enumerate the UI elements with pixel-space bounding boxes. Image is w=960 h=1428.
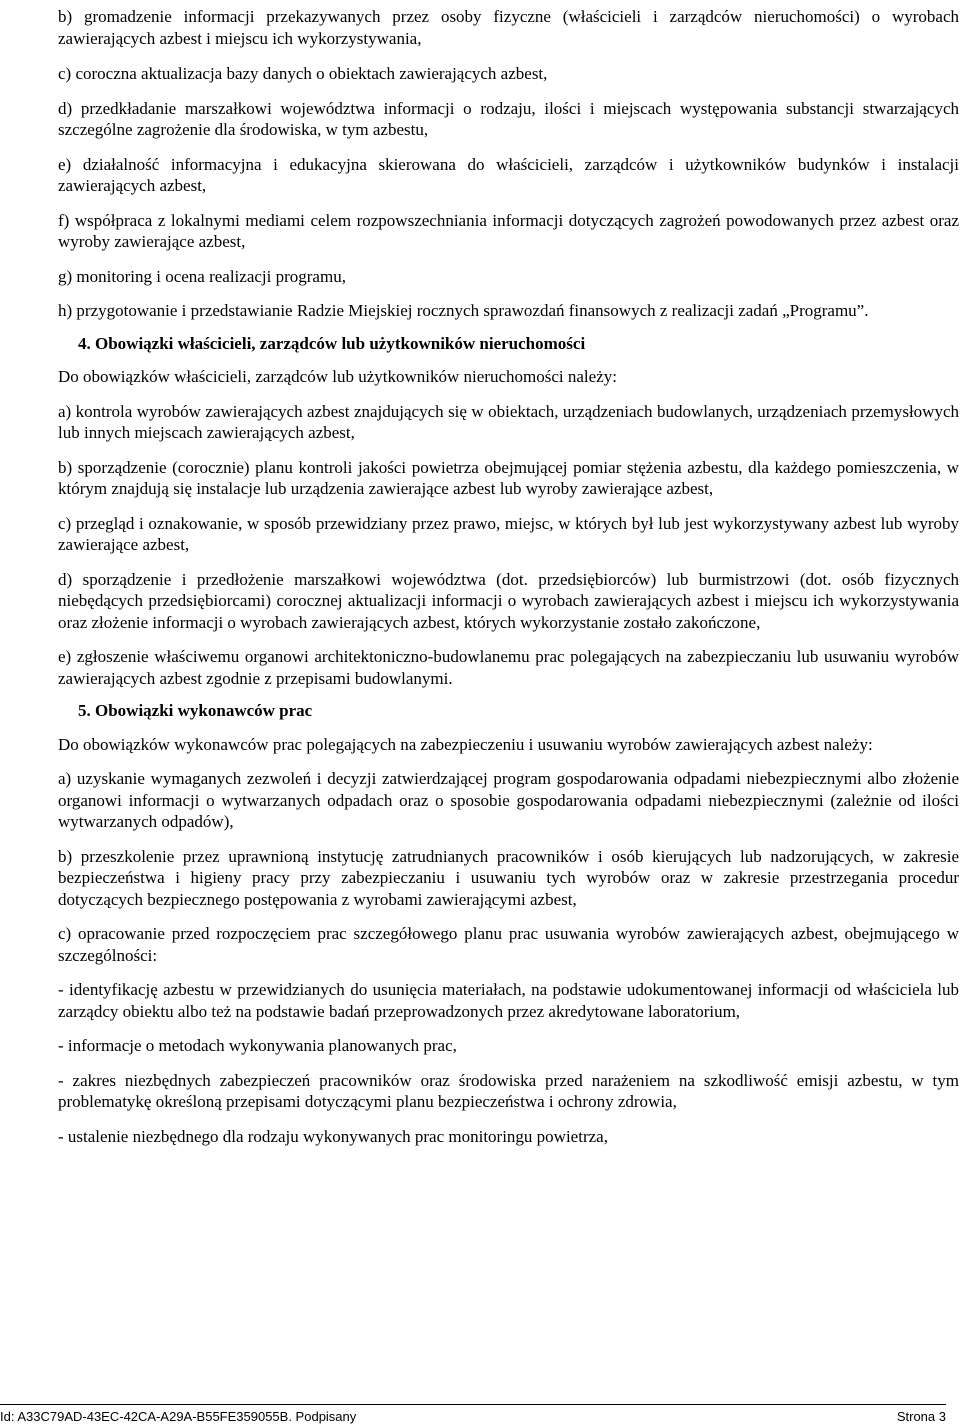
list-item: c) opracowanie przed rozpoczęciem prac szczegółowego planu prac usuwania wyrobów zawierających azbest, obejmującego w szczególności: xyxy=(58,924,959,965)
task-list-top xyxy=(58,6,959,322)
document-body xyxy=(58,0,959,1160)
list-item: c) przegląd i oznakowanie, w sposób przewidziany przez prawo, miejsc, w których był lub jest wykorzystywany azbest lub wyroby zawierające azbest, xyxy=(58,513,959,554)
list-item: b) sporządzenie (corocznie) planu kontroli jakości powietrza obejmującej pomiar stężenia azbestu, dla każdego pomieszczenia, w którym znajdują się instalacje lub urządzenia zawierające azbest lub wyroby zawierające azbest, xyxy=(58,457,959,498)
list-item: d) przedkładanie marszałkowi województwa informacji o rodzaju, ilości i miejscach występowania substancji stwarzających szczególne zagrożenie dla środowiska, w tym azbestu, xyxy=(58,98,959,139)
list-item: a) uzyskanie wymaganych zezwoleń i decyzji zatwierdzającej program gospodarowania odpadami niebezpiecznymi albo złożenie organowi informacji o wytwarzanych odpadach oraz o sposobie gospodarowania odpadami niebezpiecznymi (zależnie od ilości wytwarzanych odpadów), xyxy=(58,769,959,831)
list-item: b) gromadzenie informacji przekazywanych przez osoby fizyczne (właścicieli i zarządców nieruchomości) o wyrobach zawierających azbest i miejscu ich wykorzystywania, xyxy=(58,7,959,48)
list-item: h) przygotowanie i przedstawianie Radzie Miejskiej rocznych sprawozdań finansowych z realizacji zadań „Programu”. xyxy=(58,301,869,320)
list-item: - identyfikację azbestu w przewidzianych do usunięcia materiałach, na podstawie udokumentowanej informacji od właściciela lub zarządcy obiektu albo też na podstawie badań przeprowadzonych przez akredytowane laboratorium, xyxy=(58,980,959,1021)
page-footer xyxy=(0,1404,946,1424)
section-heading: 5. Obowiązki wykonawców prac xyxy=(78,701,313,720)
document-id: Id: A33C79AD-43EC-42CA-A29A-B55FE359055B. Podpisany xyxy=(0,1409,357,1424)
section-intro: Do obowiązków właścicieli, zarządców lub użytkowników nieruchomości należy: xyxy=(58,367,617,386)
list-item: f) współpraca z lokalnymi mediami celem rozpowszechniania informacji dotyczących zagrożeń powodowanych przez azbest oraz wyroby zawierające azbest, xyxy=(58,210,959,251)
list-item: a) kontrola wyrobów zawierających azbest znajdujących się w obiektach, urządzeniach budowlanych, urządzeniach przemysłowych lub innych miejscach zawierających azbest, xyxy=(58,401,959,442)
section-intro: Do obowiązków wykonawców prac polegających na zabezpieczeniu i usuwaniu wyrobów zawierających azbest należy: xyxy=(58,734,873,754)
list-item: d) sporządzenie i przedłożenie marszałkowi województwa (dot. przedsiębiorców) lub burmistrzowi (dot. osób fizycznych niebędących przedsiębiorcami) corocznej aktualizacji informacji o wyrobach zawierających azbest i miejscu ich wykorzystywania oraz złożenie informacji o wyrobach zawierających azbest, których wykorzystanie zostało zakończone, xyxy=(58,569,959,632)
list-item: c) coroczna aktualizacja bazy danych o obiektach zawierających azbest, xyxy=(58,64,548,83)
list-item: g) monitoring i ocena realizacji programu, xyxy=(58,266,346,286)
list-item: e) zgłoszenie właściwemu organowi architektoniczno-budowlanemu prac polegających na zabezpieczaniu lub usuwaniu wyrobów zawierających azbest zgodnie z przepisami budowlanymi. xyxy=(58,647,959,688)
section-heading: 4. Obowiązki właścicieli, zarządców lub użytkowników nieruchomości xyxy=(78,333,586,353)
page-number: Strona 3 xyxy=(896,1409,946,1424)
section-owners-duties xyxy=(58,333,959,690)
list-item: - zakres niezbędnych zabezpieczeń pracowników oraz środowiska przed narażeniem na szkodliwość emisji azbestu, w tym problematykę określoną przepisami dotyczącymi planu bezpieczeństwa i ochrony zdrowia, xyxy=(58,1070,959,1111)
list-item: - informacje o metodach wykonywania planowanych prac, xyxy=(58,1036,457,1055)
list-item: - ustalenie niezbędnego dla rodzaju wykonywanych prac monitoringu powietrza, xyxy=(58,1126,608,1146)
section-contractors-duties xyxy=(58,700,959,1147)
list-item: e) działalność informacyjna i edukacyjna skierowana do właścicieli, zarządców i użytkowników budynków i instalacji zawierających azbest, xyxy=(58,154,959,195)
list-item: b) przeszkolenie przez uprawnioną instytucję zatrudnianych pracowników i osób kierujących lub nadzorujących, w zakresie bezpieczeństwa i higieny pracy przy zabezpieczaniu i usuwaniu tych wyrobów oraz w zakresie przestrzegania procedur dotyczących bezpiecznego postępowania z wyrobami zawierającymi azbest, xyxy=(58,846,959,909)
